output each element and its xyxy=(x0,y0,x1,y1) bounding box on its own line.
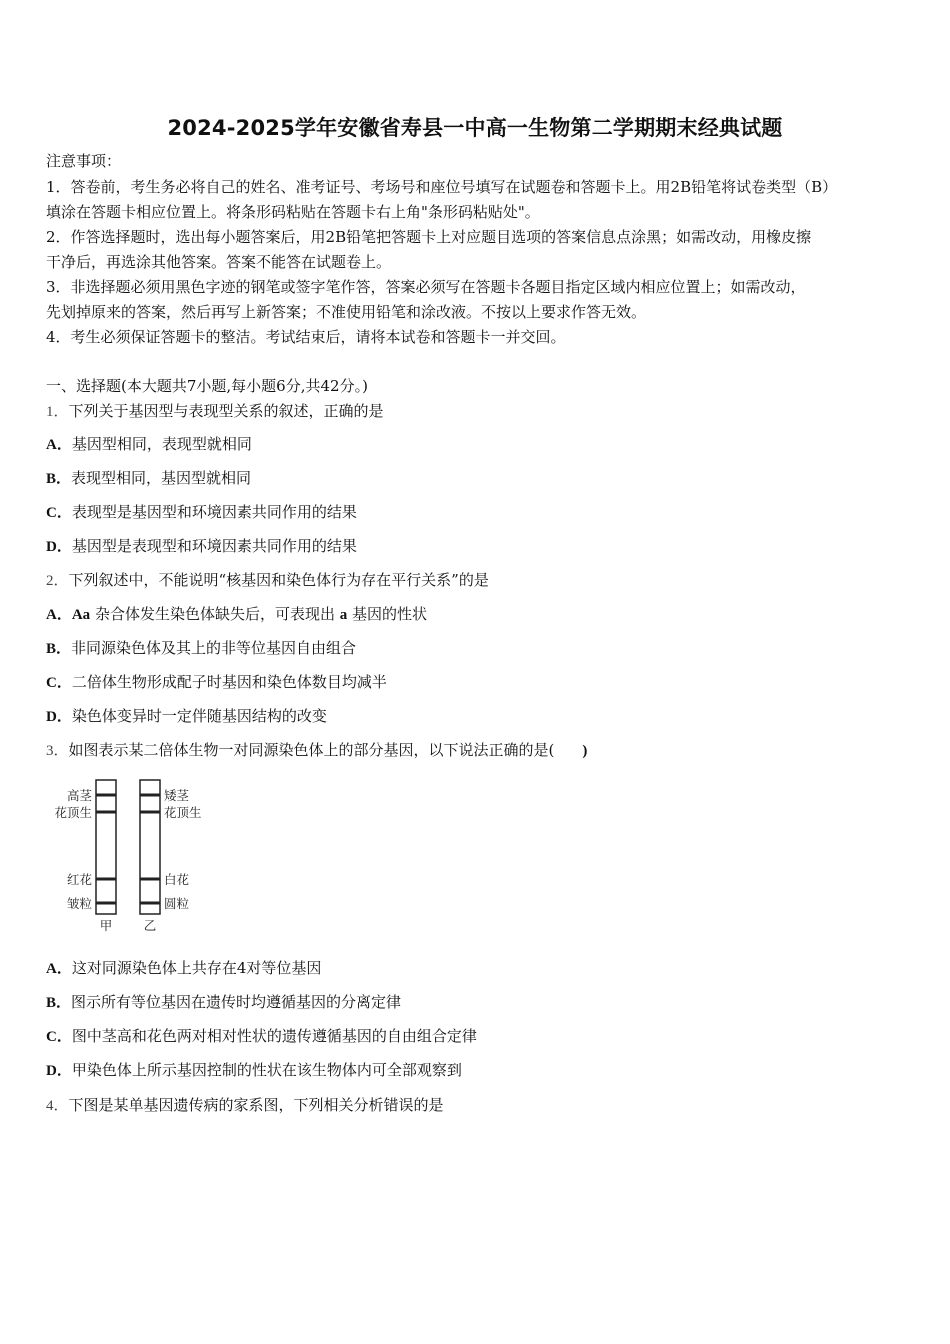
option-text: 图示所有等位基因在遗传时均遵循基因的分离定律 xyxy=(71,993,402,1011)
question-stem: 如图表示某二倍体生物一对同源染色体上的部分基因，以下说法正确的是( xyxy=(68,741,555,759)
notice-heading: 注意事项： xyxy=(46,152,122,170)
gene-label: 红花 xyxy=(66,872,92,887)
notice-line: 4．考生必须保证答题卡的整洁。考试结束后，请将本试卷和答题卡一并交回。 xyxy=(46,328,566,346)
chromosome-jia xyxy=(96,780,116,914)
question-number: 4． xyxy=(46,1098,69,1114)
option-label: D． xyxy=(46,539,72,555)
option-label: B． xyxy=(46,995,72,1011)
question-number: 3． xyxy=(46,743,69,759)
option-label: C． xyxy=(46,505,72,521)
option-label: C． xyxy=(46,675,72,691)
q2-option-a xyxy=(46,605,427,624)
q1-option-d xyxy=(46,537,357,556)
gene-label: 白花 xyxy=(164,872,190,887)
option-label: A． xyxy=(46,607,72,623)
option-text: 基因型相同，表现型就相同 xyxy=(71,435,252,453)
q2-option-c xyxy=(46,673,387,692)
question-stem: 下列叙述中，不能说明“核基因和染色体行为存在平行关系”的是 xyxy=(68,571,489,589)
option-text: 二倍体生物形成配子时基因和染色体数目均减半 xyxy=(71,673,387,691)
question-stem: 下列关于基因型与表现型关系的叙述，正确的是 xyxy=(68,402,384,420)
option-text: 非同源染色体及其上的非等位基因自由组合 xyxy=(71,639,357,657)
option-label: B． xyxy=(46,641,72,657)
question-number: 2． xyxy=(46,573,69,589)
option-term: a xyxy=(339,607,348,623)
q2-option-d xyxy=(46,707,327,726)
notice-line: 干净后，再选涂其他答案。答案不能答在试题卷上。 xyxy=(46,253,392,271)
option-label: D． xyxy=(46,1063,72,1079)
option-text: 杂合体发生染色体缺失后，可表现出 xyxy=(94,605,335,623)
gene-label: 皱粒 xyxy=(66,896,92,911)
gene-label: 圆粒 xyxy=(164,896,190,911)
notice-line: 2．作答选择题时，选出每小题答案后，用2B铅笔把答题卡上对应题目选项的答案信息点涂黑；如需改动，用橡皮擦 xyxy=(46,228,812,246)
question-3 xyxy=(46,741,587,760)
question-stem: 下图是某单基因遗传病的家系图，下列相关分析错误的是 xyxy=(68,1096,444,1114)
option-label: A． xyxy=(46,961,72,977)
option-label: D． xyxy=(46,709,72,725)
section-heading: 一、选择题(本大题共7小题,每小题6分,共42分。) xyxy=(46,377,368,395)
option-text: 表现型是基因型和环境因素共同作用的结果 xyxy=(71,503,357,521)
question-number: 1． xyxy=(46,404,69,420)
gene-label: 花顶生 xyxy=(164,805,202,820)
q1-option-c xyxy=(46,503,357,522)
option-label: C． xyxy=(46,1029,72,1045)
question-4 xyxy=(46,1096,444,1115)
chromosome-label: 甲 xyxy=(99,918,113,933)
option-text: 图中茎高和花色两对相对性状的遗传遵循基因的自由组合定律 xyxy=(71,1027,477,1045)
q3-option-d xyxy=(46,1061,462,1080)
gene-label: 花顶生 xyxy=(54,805,92,820)
gene-label: 矮茎 xyxy=(164,788,190,803)
option-label: A． xyxy=(46,437,72,453)
chromosome-yi xyxy=(140,780,160,914)
chromosome-label: 乙 xyxy=(143,918,157,933)
option-term: Aa xyxy=(71,607,91,623)
answer-bracket: ) xyxy=(582,743,588,759)
option-text: 基因的性状 xyxy=(352,605,428,623)
option-text: 甲染色体上所示基因控制的性状在该生物体内可全部观察到 xyxy=(71,1061,462,1079)
q3-option-a xyxy=(46,959,321,978)
option-text: 这对同源染色体上共存在4对等位基因 xyxy=(71,959,322,977)
option-text: 基因型是表现型和环境因素共同作用的结果 xyxy=(71,537,357,555)
notice-line: 1．答卷前，考生务必将自己的姓名、准考证号、考场号和座位号填写在试题卷和答题卡上。用2B铅笔将试卷类型（B） xyxy=(46,178,838,196)
option-text: 表现型相同，基因型就相同 xyxy=(71,469,252,487)
q2-option-b xyxy=(46,639,356,658)
page-title: 2024-2025学年安徽省寿县一中高一生物第二学期期末经典试题 xyxy=(167,116,783,140)
q1-option-a xyxy=(46,435,252,454)
option-text: 染色体变异时一定伴随基因结构的改变 xyxy=(71,707,327,725)
notice-line: 填涂在答题卡相应位置上。将条形码粘贴在答题卡右上角"条形码粘贴处"。 xyxy=(46,203,540,221)
q1-option-b xyxy=(46,469,251,488)
q3-option-b xyxy=(46,993,401,1012)
chromosome-figure xyxy=(50,772,210,937)
notice-line: 3．非选择题必须用黑色字迹的钢笔或签字笔作答，答案必须写在答题卡各题目指定区域内相应位置上；如需改动， xyxy=(46,278,806,296)
notice-line: 先划掉原来的答案，然后再写上新答案；不准使用铅笔和涂改液。不按以上要求作答无效。 xyxy=(46,303,647,321)
question-1 xyxy=(46,402,384,421)
option-label: B． xyxy=(46,471,72,487)
gene-label: 高茎 xyxy=(66,788,92,803)
q3-option-c xyxy=(46,1027,477,1046)
question-2 xyxy=(46,571,489,590)
